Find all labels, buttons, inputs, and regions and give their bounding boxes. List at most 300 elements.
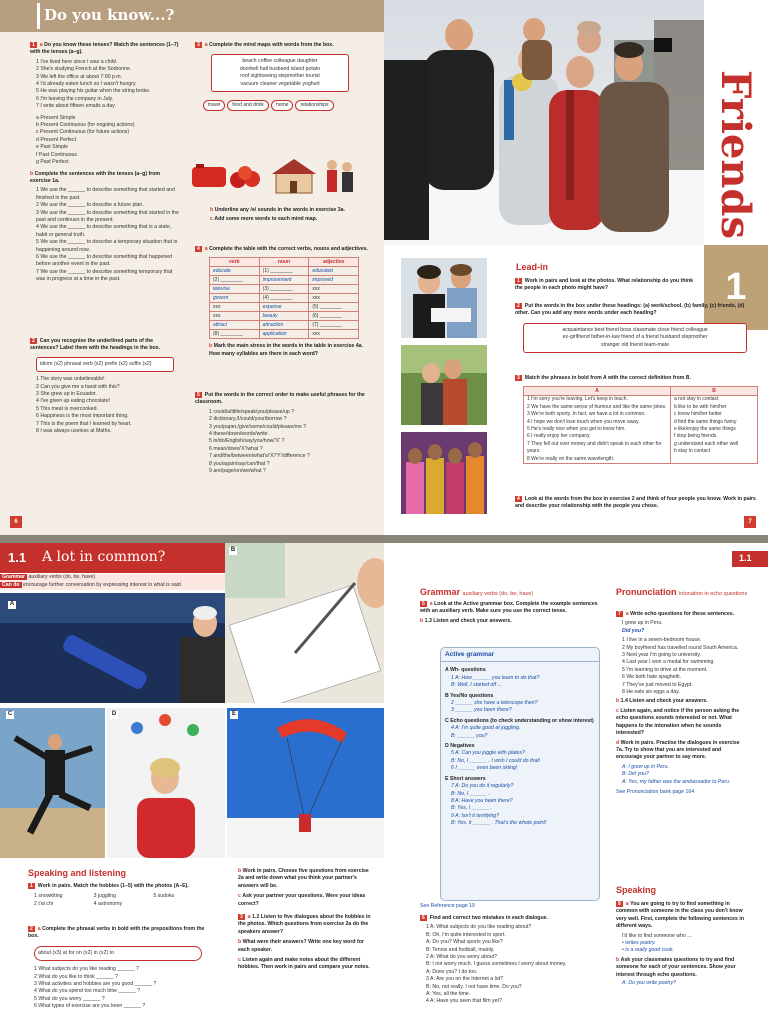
mind-map-food-and-drink: food and drink <box>227 100 269 111</box>
word-box-line: beach coffee colleague daughter <box>242 58 318 65</box>
grammar-sections <box>441 662 599 829</box>
dialogue-examples <box>622 764 746 786</box>
grammar-example: 6 I ______ even been skiing! <box>451 765 518 772</box>
table-cell: improved <box>309 276 359 285</box>
table-row <box>210 303 359 312</box>
sentence-item: 7 This is the poem that I learned by heart. <box>36 420 132 427</box>
part-label: a <box>429 601 433 607</box>
prompt-example: • writes poetry. <box>622 940 656 947</box>
table-cell: educate <box>210 267 260 276</box>
completion-item: 1 We use the ______ to describe something that started and finished in the past. <box>36 187 175 201</box>
sentence-item: 8 He eats six eggs a day. <box>622 689 680 696</box>
pronunciation-subtitle: intonation in echo questions <box>679 591 748 597</box>
grammar-example: 7 A: Do you do it regularly? <box>451 783 514 790</box>
sentence-item: 3 She grew up in Ecuador. <box>36 391 97 398</box>
exercise-number: 3 <box>197 42 200 48</box>
page-6 <box>0 0 384 535</box>
grammar-example: B: Yes, it ______ . That's the whole point! <box>451 820 547 827</box>
hobby-item: 4 astronomy <box>93 900 123 907</box>
sentence-item: 3 Next year I'm going to university. <box>622 652 702 659</box>
question-item: 1 What subjects do you like reading ______ ? <box>34 966 139 973</box>
grammar-section-heading: D Negatives <box>445 743 475 750</box>
table-cell: (2) ________ <box>210 276 260 285</box>
part-label: a <box>625 611 629 617</box>
sentence-item: 2 Can you give me a hand with this? <box>36 383 120 390</box>
photo-label-c: C <box>7 711 13 717</box>
prompt-example: • is a really good cook. <box>622 947 674 954</box>
sentence-item: 4 Last year I won a medal for swimming. <box>622 659 715 666</box>
dialogue-example: A: I grew up in Peru. <box>622 763 669 770</box>
grammar-example: 2 ______ she have a telescope then? <box>451 700 538 707</box>
instruction: Can you recognise the underlined parts of the sentences? Label them with the headings in the box. <box>30 338 160 352</box>
page-8 <box>0 543 384 1024</box>
instruction: What were their answers? Write one key word for each speaker. <box>238 939 364 953</box>
table-cell: xxx <box>210 312 260 321</box>
completion-item: 5 We use the ______ to describe a temporary situation that is happening around now. <box>36 239 178 253</box>
table-cell: attraction <box>259 321 309 330</box>
instruction: Work in pairs and look at the photos. What relationship do you think the people in each photo might have? <box>515 278 693 292</box>
grammar-section-heading: A Wh- questions <box>445 667 486 674</box>
dialogue-line: A: Do you? What sports you like? <box>426 939 503 946</box>
exercise-number: 5 <box>422 601 425 607</box>
phrase-item: 8 We're really on the same wavelength. <box>527 455 615 462</box>
page-title: Do you know...? <box>44 6 175 24</box>
photo-label-a: A <box>9 601 15 607</box>
definition-item: e like/enjoy the same things <box>674 426 736 433</box>
tense-item: e Past Simple <box>36 144 69 151</box>
grammar-text: auxiliary verbs (do, be, have) <box>28 574 96 580</box>
phrase-item: 4 these/down/words/write . <box>209 431 271 438</box>
instruction: Mark the main stress in the words in the table in exercise 4a. How many syllables are there in each word? <box>209 343 363 357</box>
unit-title <box>709 70 764 240</box>
table-row <box>210 285 359 294</box>
table-row <box>210 312 359 321</box>
table-row <box>210 321 359 330</box>
table-cell: xxx <box>309 285 359 294</box>
exercise-number: 8 <box>618 901 621 907</box>
sentence-item: 4 I'd already eaten lunch so I wasn't hungry. <box>36 81 137 88</box>
question-item: 2 What do you like to think ______ ? <box>34 973 118 980</box>
instruction: Underline any /ə/ sounds in the words in exercise 3a. <box>214 207 345 213</box>
table-cell: xxx <box>309 294 359 303</box>
part-label: b <box>209 343 213 350</box>
instruction: Complete the phrasal verbs in bold with the prepositions from the box. <box>28 926 205 940</box>
grammar-example: 1 A: How ______ you learn to do that? <box>451 674 540 681</box>
grammar-heading <box>420 587 533 597</box>
active-grammar-box <box>440 647 600 901</box>
completion-item: 7 We use the ______ to describe something temporary that was in progress at a time in the past. <box>36 268 173 283</box>
question-item: 4 What do you spend too much time ______ ? <box>34 988 141 995</box>
colleagues-photo <box>401 258 487 338</box>
word-box-line: roof sightseeing stepmother tourist <box>240 73 320 80</box>
grammar-example: B: ______ you? <box>451 732 488 739</box>
phrase-item: 2 dictionary,/I/could/your/borrow ? <box>209 416 287 423</box>
grammar-label: Grammar <box>420 587 461 597</box>
instruction: 1.2 Listen to five dialogues about the hobbies in the photos. Which questions from exercise 2a do the speakers answer? <box>238 914 371 935</box>
phrase-item: 6 I really enjoy her company. <box>527 433 591 440</box>
definition-item: c know him/her better <box>674 411 722 418</box>
hobby-item: 5 sudoku <box>153 893 175 900</box>
dialogue-line: 3 A: Are you on the Internet a lot? <box>426 976 504 983</box>
tense-item: f Past Continuous <box>36 151 77 158</box>
sentence-item: 1 I live in a seven-bedroom house. <box>622 637 702 644</box>
instruction: Listen again and make notes about the different hobbies. Then work in pairs and compare your notes. <box>238 957 370 971</box>
exercise-3 <box>195 42 365 111</box>
grammar-example: 8 A: Have you been there? <box>451 797 513 804</box>
table-cell: (6) ________ <box>309 312 359 321</box>
column-b-header: B <box>671 387 758 396</box>
family-women-photo <box>401 432 487 514</box>
hobby-item: 1 snowkiting <box>34 893 63 900</box>
phrase-item: 7 They fell out over money and didn't speak to each other for years. <box>527 440 662 455</box>
hobby-list <box>34 893 208 908</box>
part-label: c <box>238 957 241 964</box>
part-label: b <box>238 939 242 946</box>
sentence-item: 1 I've lived here since I was a child. <box>36 58 118 65</box>
exercise-number: 1 <box>32 42 35 48</box>
sentence-item: 2 She's studying French at the Sorbonne. <box>36 66 132 73</box>
dialogue-example: A: Do you write poetry? <box>622 980 676 987</box>
pronunciation-title: Pronunciation <box>616 587 677 597</box>
dialogue-line: B: Oh, I'm quite interested in sport. <box>426 931 506 938</box>
mind-map-home: home <box>271 100 294 111</box>
dialogue-line: 4 A: Have you seen that film yet? <box>426 998 502 1005</box>
table-row <box>210 294 359 303</box>
dialogue-line: A: Does you? I do too. <box>426 968 478 975</box>
active-grammar-title: Active grammar <box>441 648 599 662</box>
sentence-item: 5 This meat is overcooked. <box>36 405 98 412</box>
table-cell: attract <box>210 321 260 330</box>
couple-in-park-photo <box>401 345 487 425</box>
exercise-number: 2 <box>32 338 35 344</box>
tense-item: d Present Perfect <box>36 136 77 143</box>
table-cell: improvement <box>259 276 309 285</box>
grammar-strip <box>0 574 225 582</box>
instruction: Look at the Active grammar box. Complete the example sentences with an auxiliary verb. Make sure you use the correct tense. <box>420 601 598 615</box>
word-box-line: vacuum cleaner vegetable yoghurt <box>240 80 320 87</box>
p8-exercise-2 <box>28 926 208 1011</box>
word-box <box>523 323 747 353</box>
question-item: 3 What activities and hobbies are you good ______ ? <box>34 981 157 988</box>
p8-exercise-2bc-3 <box>238 868 373 972</box>
grammar-example: 9 A: Isn't it terrifying? <box>451 812 500 819</box>
instruction: Put the words in the correct order to make useful phrases for the classroom. <box>195 392 365 406</box>
sudoku-photo <box>225 543 384 703</box>
sentence-item: 8 I was always useless at Maths. <box>36 428 112 435</box>
dialogue-line: B: I not worry much. I guess sometimes I worry about money. <box>426 961 567 968</box>
tense-item: c Present Continuous (for future actions) <box>36 129 130 136</box>
tense-item: g Past Perfect <box>36 159 69 166</box>
part-label: b <box>616 698 620 705</box>
sentence-item: 5 He was playing his guitar when the string broke. <box>36 88 151 95</box>
instruction: Ask your partner your questions. Were your ideas correct? <box>238 893 366 907</box>
mind-map-travel: travel <box>203 100 225 111</box>
grammar-example: B: Well, I started off ... <box>451 682 502 689</box>
sentence-list <box>622 637 746 696</box>
instruction: Match the phrases in bold from A with the correct definition from B. <box>524 375 691 381</box>
tense-list <box>36 115 180 167</box>
grammar-example: 4 A: I'm quite good at juggling. <box>451 725 521 732</box>
dialogue-line: B: Tennis and football, mainly. <box>426 946 495 953</box>
instruction: Ask your classmates questions to try and find someone for each of your sentences. Show your interest through echo questions. <box>616 956 736 978</box>
exercise-number: 5 <box>197 392 200 398</box>
unit-number: 1 <box>725 266 747 308</box>
page-7 <box>384 0 768 535</box>
hobby-item: 3 juggling <box>93 893 116 900</box>
table-cell: expense <box>259 303 309 312</box>
lesson-title: A lot in common? <box>42 549 166 565</box>
part-label: a <box>625 901 629 907</box>
sentence-item: 2 My boyfriend has travelled round South America. <box>622 644 739 651</box>
suitcase-icon <box>192 164 226 187</box>
grammar-example: B: No, I ______ . <box>451 790 490 797</box>
phrase-item: 6 mean/does/'X'/what ? <box>209 445 263 452</box>
dialogue-list <box>426 924 600 1005</box>
part-label: d <box>616 739 620 746</box>
p8-exercise-1 <box>28 883 208 908</box>
word-box-line: acquaintance best friend boss classmate close friend colleague <box>562 326 708 333</box>
phrase-item: 5 in/do/English/say/you/how/'X' ? <box>209 438 285 445</box>
dialogue-line: 1 A: What subjects do you like reading about? <box>426 924 532 931</box>
table-cell: xxx <box>210 303 260 312</box>
exercise-number: 1 <box>517 278 520 284</box>
lead-in-title: Lead-in <box>516 262 549 272</box>
instruction: Find and correct two mistakes in each dialogue. <box>429 915 548 921</box>
photo-label-d: D <box>111 711 117 717</box>
mind-map-illustrations <box>192 155 367 200</box>
title-text: Friends <box>712 70 759 239</box>
hobby-item: 2 t'ai chi <box>34 900 53 907</box>
grammar-label: Grammar <box>2 574 26 580</box>
p9-exercise-8 <box>616 901 746 987</box>
lead-in-ex3 <box>515 375 760 464</box>
grammar-section-heading: B Yes/No questions <box>445 692 494 699</box>
table-cell: (8) ________ <box>210 330 260 339</box>
example-sentence: I grew up in Peru. <box>622 620 663 627</box>
speaking-listening-title: Speaking and listening <box>28 868 127 878</box>
instruction: Add some more words to each mind map. <box>214 216 318 223</box>
instruction: Put the words in the box under these headings: (a) work/school, (b) family, (c) friends, (d) other. Can you add any more words under each heading? <box>515 303 745 317</box>
instruction: Do you know these tenses? Match the sentences (1–7) with the tenses (a–g). <box>30 42 179 56</box>
word-box <box>211 54 349 92</box>
phrase-item: 9 are/page/on/we/what ? <box>209 468 266 475</box>
part-label: a <box>39 42 43 48</box>
sentence-item: 4 I've given up eating chocolate! <box>36 398 110 405</box>
dialogue-line: A: Yes, all the time. <box>426 991 471 998</box>
preposition-box: about (x3) at for on (x2) in (x2) to <box>34 946 202 961</box>
mind-maps <box>203 100 365 111</box>
instruction: Write echo questions for these sentences. <box>630 611 735 617</box>
lead-in-ex4 <box>515 496 760 511</box>
completion-list <box>36 187 180 283</box>
phrase-item: 5 He's really nice when you get to know him. <box>527 426 626 433</box>
table-cell: (4) ________ <box>259 294 309 303</box>
instruction: 1.4 Listen and check your answers. <box>620 698 708 705</box>
prompt-line: I'd like to find someone who ... <box>622 932 692 939</box>
sentence-item: 3 We left the office at about 7:00 p.m. <box>36 73 123 80</box>
grammar-section-heading: E Short answers <box>445 775 486 782</box>
lesson-number: 1.1 <box>739 553 752 563</box>
dialogue-line: B: No, not really. I not have time. Do you? <box>426 983 522 990</box>
exercise-number: 6 <box>422 915 425 921</box>
grammar-example: 5 A: Can you juggle with plates? <box>451 750 525 757</box>
grammar-example: B: No, I ______ . I wish I could do that! <box>451 757 541 764</box>
couple-icon <box>327 160 353 192</box>
grammar-section-heading: C Echo questions (to check understanding or show interest) <box>445 717 594 724</box>
p9-exercise-6 <box>420 915 600 1006</box>
exercise-4 <box>195 246 370 358</box>
tense-item: a Present Simple <box>36 114 76 121</box>
table-cell: govern <box>210 294 260 303</box>
juggling-photo <box>107 708 225 858</box>
dialogue-line: 2 A: What do you worry about? <box>426 954 497 961</box>
question-item: 5 What do you worry ______ ? <box>34 995 105 1002</box>
part-label: b <box>30 170 34 177</box>
sentence-list <box>36 376 180 435</box>
phrase-item: 2 We have the same sense of humour and like the same jokes. <box>527 403 667 410</box>
grammar-example: 3 ______ you been there? <box>451 707 512 714</box>
page-number: 6 <box>10 516 22 528</box>
table-header: verb <box>210 258 260 267</box>
p9-exercise-7 <box>616 611 746 796</box>
table-cell: televise <box>210 285 260 294</box>
word-box-line: doorbell hall husband island potato <box>239 65 321 72</box>
friends-group-photo <box>384 0 704 245</box>
lead-in-ex2 <box>515 303 755 358</box>
instruction: Complete the sentences with the tenses (a–g) from exercise 1a. <box>30 170 161 184</box>
exercise-number: 3 <box>517 375 520 381</box>
exercise-number: 2 <box>30 926 33 932</box>
table-cell: (1) ________ <box>259 267 309 276</box>
phrase-item: 1 I'm sorry you're leaving. Let's keep in touch. <box>527 396 628 403</box>
exercise-number: 1 <box>30 883 33 889</box>
exercise-number: 7 <box>618 611 621 617</box>
reference-link[interactable]: See Reference page 19 <box>420 903 475 909</box>
definition-item: b like to be with him/her <box>674 403 727 410</box>
table-cell: educated <box>309 267 359 276</box>
dialogue-example: A: Yes, my father was the ambassador to Peru. <box>622 778 731 785</box>
word-box-line: stranger old friend team-mate <box>600 341 670 348</box>
dialogue-example: B: Did you? <box>622 771 649 778</box>
mind-map-relationships: relationships <box>295 100 333 111</box>
part-label: a <box>247 914 251 921</box>
part-label: c <box>210 216 213 223</box>
table-cell: (5) ________ <box>309 303 359 312</box>
phrase-item: 7 and/the/between/what's/'X'/'Y'/difference ? <box>209 453 310 460</box>
sentence-item: 7 I write about fifteen emails a day. <box>36 103 116 110</box>
part-label: b <box>210 207 214 213</box>
snowkiting-photo <box>227 708 384 858</box>
instruction: 1.3 Listen and check your answers. <box>424 617 512 624</box>
table-row <box>210 276 359 285</box>
instruction: Look at the words from the box in exercise 2 and think of four people you know. Work in pairs and describe your relationship with the people you chose. <box>515 496 756 510</box>
can-do-label: Can do <box>2 582 20 588</box>
question-list <box>34 966 208 1010</box>
instruction: Work in pairs. Choose five questions from exercise 2a and write down what you think your partner's answers will be. <box>238 868 369 889</box>
sentence-item: 7 They've just moved to Egypt. <box>622 681 693 688</box>
table-row <box>210 330 359 339</box>
completion-item: 3 We use the ______ to describe something that started in the past and continues in the present. <box>36 209 179 223</box>
sentence-item: 6 Happiness is the most important thing. <box>36 413 129 420</box>
phrase-item: 3 you/paper,/give/some/could/please/me ? <box>209 423 307 430</box>
part-label: b <box>238 868 242 874</box>
sentence-item: 1 The story was unbelievable! <box>36 376 105 383</box>
instruction: Work in pairs. Practise the dialogues in exercise 7a. Try to show that you are interested and encourage your partner to say more. <box>616 739 740 761</box>
instruction: Work in pairs. Match the hobbies (1–5) with the photos (A–E). <box>37 883 189 889</box>
phrase-item: 1 could/a/little/speak/you/please/up ? <box>209 408 295 415</box>
astronomy-photo <box>0 593 225 703</box>
part-label: c <box>238 893 241 900</box>
apple-icon <box>230 166 260 188</box>
completion-item: 6 We use the ______ to describe something that happened before another event in the past. <box>36 253 173 268</box>
page-number: 7 <box>744 516 756 528</box>
speaking-title: Speaking <box>616 885 657 895</box>
p9-exercise-5 <box>420 601 600 625</box>
part-label: c <box>616 707 619 714</box>
pronunciation-bank-link[interactable]: See Pronunciation bank page 164 <box>616 788 695 795</box>
exercise-5 <box>195 392 370 475</box>
table-cell: (7) ________ <box>309 321 359 330</box>
table-header: noun <box>259 258 309 267</box>
can-do-text: encourage further conversation by expressing interest in what is said <box>23 582 181 588</box>
grammar-subtitle: auxiliary verbs (do, be, have) <box>462 591 534 597</box>
column-a-items <box>524 396 671 464</box>
sentence-list <box>36 59 180 111</box>
exercise-1 <box>30 42 180 288</box>
phrase-item: 4 I hope we don't lose touch when you move away. <box>527 418 640 425</box>
definition-item: g understand each other well <box>674 440 739 447</box>
exercise-number: 2 <box>517 303 520 309</box>
table-cell: application <box>259 330 309 339</box>
exercise-number: 4 <box>517 496 520 502</box>
page-9 <box>384 543 768 1024</box>
lead-in-ex1 <box>515 278 695 293</box>
word-box-line: ex-girlfriend father-in-law friend of a friend husband stepmother <box>562 334 708 341</box>
table-cell: (3) ________ <box>259 285 309 294</box>
column-b-items <box>671 396 758 464</box>
column-a-header: A <box>524 387 671 396</box>
house-icon <box>272 159 316 193</box>
part-label: a <box>204 246 208 252</box>
exercise-number: 3 <box>240 914 243 921</box>
phrase-item: 8 you/again/say/can/that ? <box>209 460 270 467</box>
grammar-example: B: Yes, I ______ . <box>451 805 492 812</box>
part-label: b <box>616 956 620 963</box>
table-cell: beauty <box>259 312 309 321</box>
photo-label-e: E <box>231 711 236 717</box>
part-label: b <box>420 617 424 624</box>
lesson-number: 1.1 <box>8 550 27 565</box>
definition-item: a not stay in contact <box>674 396 719 403</box>
sentence-item: 6 We both hate spaghetti. <box>622 674 682 681</box>
table-cell: xxx <box>309 330 359 339</box>
table-header: adjective <box>309 258 359 267</box>
instruction: Complete the table with the correct verbs, nouns and adjectives. <box>209 246 368 252</box>
completion-item: 4 We use the ______ to describe something that is a state, habit or general truth. <box>36 224 172 238</box>
instruction: Listen again, and notice if the person asking the echo questions sounds interested or not. What happens to the intonation when he sounds interested? <box>616 707 740 737</box>
word-box: idiom (x2) phrasal verb (x2) prefix (x2) suffix (x2) <box>36 357 174 372</box>
instruction: Complete the mind maps with words from the box. <box>209 42 334 48</box>
sentence-item: 6 I'm leaving the company in July. <box>36 95 114 102</box>
exercise-3-bc <box>210 207 370 224</box>
part-label: a <box>204 42 208 48</box>
example-answer: Did you? <box>622 627 645 634</box>
completion-item: 2 We use the ______ to describe a future plan. <box>36 202 144 209</box>
question-item: 6 What types of exercise are you keen ______ ? <box>34 1003 146 1010</box>
sentence-item: 5 I'm learning to drive at the moment. <box>622 666 708 673</box>
can-do-strip <box>0 582 225 590</box>
table-row <box>210 267 359 276</box>
